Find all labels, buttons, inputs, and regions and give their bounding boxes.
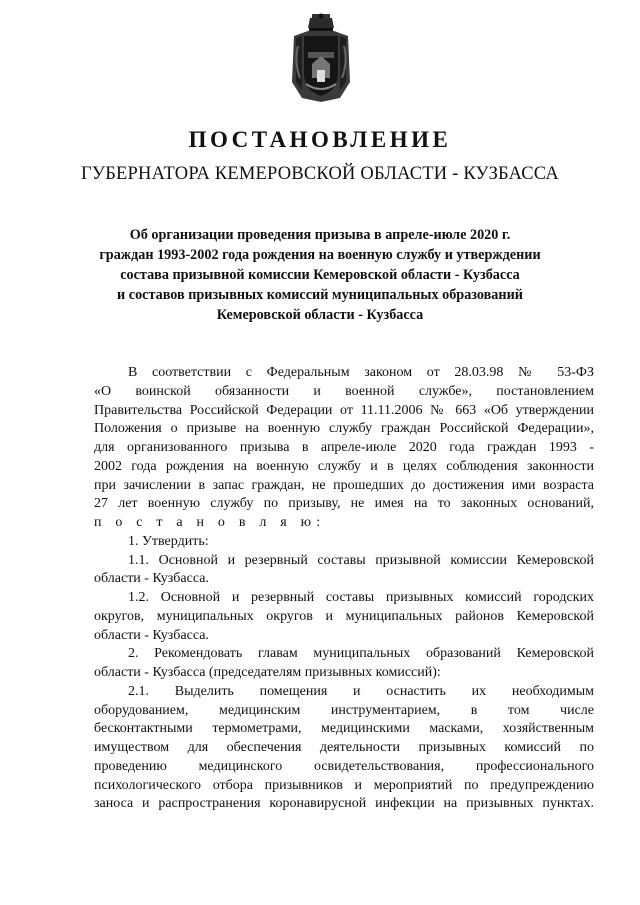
- body-line: области - Кузбасса.: [94, 627, 209, 643]
- body-line: 2. Рекомендовать главам муниципальных образований Кемеровской: [128, 646, 594, 662]
- body-line: Положения о призыве на военную службу граждан Российской Федерации»,: [94, 421, 594, 437]
- body-line: В соответствии с Федеральным законом от 28.03.98 № 53-ФЗ: [128, 365, 594, 380]
- body-line: при зачислении в запас граждан, не прошедших до достижения ими возраста: [94, 477, 594, 493]
- body-line: проведению медицинского освидетельствования, профессионального: [94, 758, 594, 774]
- body-line: имуществом для обеспечения деятельности призывных комиссий по: [94, 740, 594, 755]
- body-line: 1. Утвердить:: [128, 533, 209, 549]
- body-line: 2002 года рождения на военную службу и в целях соблюдения законности: [94, 458, 594, 474]
- body-line: области - Кузбасса.: [94, 571, 209, 587]
- body-line: Правительства Российской Федерации от 11.11.2006 № 663 «Об утверждении: [94, 402, 594, 418]
- crown-icon: [308, 14, 334, 32]
- document-title: [60, 225, 580, 325]
- body-line: для организованного призыва в апреле-июле 2020 года граждан 1993 -: [94, 440, 594, 455]
- issuer-heading: ГУБЕРНАТОРА КЕМЕРОВСКОЙ ОБЛАСТИ - КУЗБАССА: [81, 164, 559, 184]
- body-line: «О воинской обязанности и военной службе», постановлением: [94, 383, 594, 399]
- coat-of-arms-icon: [288, 12, 354, 104]
- body-line: 1.1. Основной и резервный составы призывной комиссии Кемеровской: [128, 552, 594, 568]
- body-line: области - Кузбасса (председателям призывных комиссий):: [94, 665, 441, 680]
- body-line: 27 лет военную службу по призыву, не имея на то законных оснований,: [94, 496, 594, 512]
- title-line: Кемеровской области - Кузбасса: [216, 307, 424, 323]
- body-line: 1.2. Основной и резервный составы призывных комиссий городских: [128, 590, 594, 605]
- title-line: и составов призывных комиссий муниципальных образований: [117, 287, 523, 303]
- body-line: заноса и распространения коронавирусной инфекции на призывных пунктах.: [94, 796, 594, 812]
- document-type-heading: ПОСТАНОВЛЕНИЕ: [188, 127, 452, 152]
- document-body: [94, 364, 594, 814]
- body-line: оборудованием, медицинским инструментарием, в том числе: [94, 702, 594, 718]
- body-line: 2.1. Выделить помещения и оснастить их необходимым: [128, 683, 594, 699]
- body-line: психологического отбора призывников и мероприятий по предупреждению: [94, 777, 594, 793]
- title-line: Об организации проведения призыва в апреле-июле 2020 г.: [129, 227, 511, 243]
- title-line: граждан 1993-2002 года рождения на военную службу и утверждении: [99, 247, 541, 263]
- body-line: бесконтактными термометрами, медицинскими масками, хозяйственным: [94, 721, 594, 737]
- body-line: округов, муниципальных округов и муниципальных районов Кемеровской: [94, 608, 594, 624]
- decree-word: п о с т а н о в л я ю:: [94, 515, 326, 530]
- title-line: состава призывной комиссии Кемеровской области - Кузбасса: [120, 267, 520, 283]
